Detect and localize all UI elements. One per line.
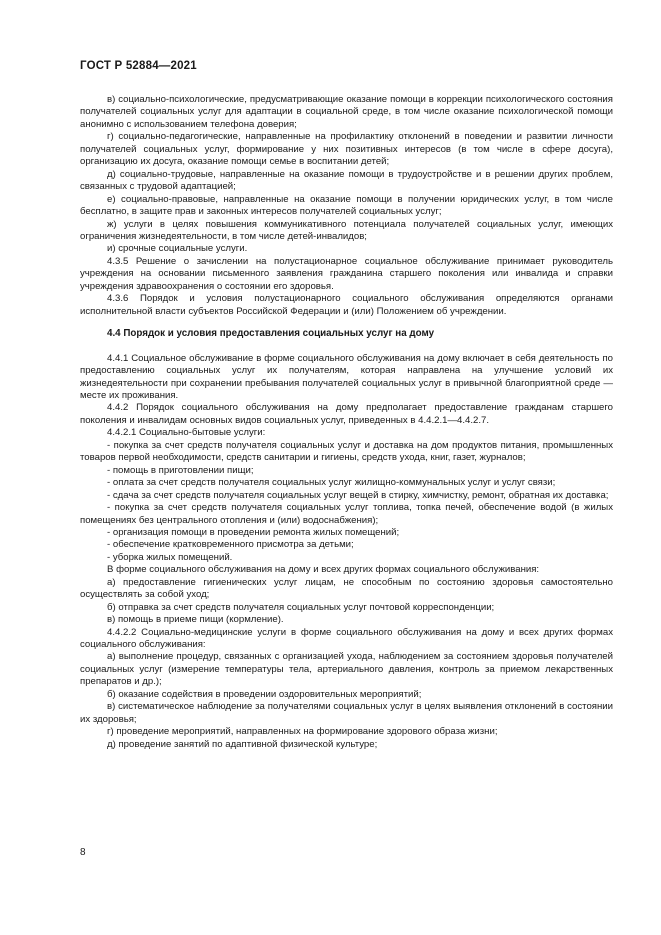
paragraph: ж) услуги в целях повышения коммуникативного потенциала получателей социальных услуг, имеющих ограничения жизнедеятельности, в том числе детей-инвалидов; [80,218,613,242]
paragraph: 4.4.2 Порядок социального обслуживания на дому предполагает предоставление гражданам старшего поколения и инвалидам основных видов социальных услуг, приведенных в 4.4.2.1—4.4.2.7. [80,402,613,426]
paragraph: 4.4.2.1 Социально-бытовые услуги: [107,427,266,439]
paragraph: и) срочные социальные услуги. [107,243,248,255]
list-item: - сдача за счет средств получателя социальных услуг вещей в стирку, химчистку, ремонт, обратная их доставка; [107,489,609,501]
paragraph: в) социально-психологические, предусматривающие оказание помощи в коррекции психологического состояния получателей социальных услуг для адаптации в социальной среде, в том числе оказание психологической помощи анонимно с использованием телефона доверия; [80,94,613,130]
list-item: - уборка жилых помещений. [107,551,233,563]
paragraph: е) социально-правовые, направленные на оказание помощи в получении юридических услуг, в том числе бесплатно, в защите прав и законных интересов получателей социальных услуг; [80,193,613,218]
paragraph: 4.4.2.2 Социально-медицинские услуги в форме социального обслуживания на дому и всех других формах социального обслуживания: [80,626,613,651]
section-title: 4.4 Порядок и условия предоставления социальных услуг на дому [107,328,435,340]
list-item: г) проведение мероприятий, направленных на формирование здорового образа жизни; [107,726,498,738]
paragraph: В форме социального обслуживания на дому и всех других формах социального обслуживания: [107,564,540,576]
list-item: б) отправка за счет средств получателя социальных услуг почтовой корреспонденции; [107,601,495,613]
list-item: - организация помощи в проведении ремонта жилых помещений; [107,526,400,538]
list-item: - оплата за счет средств получателя социальных услуг жилищно-коммунальных услуг и услуг связи; [107,477,556,489]
document-body [80,94,613,751]
list-item: а) предоставление гигиенических услуг лицам, не способным по состоянию здоровья самостоятельно осуществлять за собой уход; [80,576,613,601]
list-item: а) выполнение процедур, связанных с организацией ухода, наблюдением за состоянием здоровья получателей социальных услуг (измерение температуры тела, артериального давления, контроль за приемом лекарственных препаратов и др.); [80,651,613,688]
list-item: - покупка за счет средств получателя социальных услуг и доставка на дом продуктов питания, промышленных товаров первой необходимости, средств санитарии и гигиены, средств ухода, книг, газет, журналов; [80,439,613,464]
page-number: 8 [80,847,86,858]
list-item: в) помощь в приеме пищи (кормление). [107,614,284,626]
list-item: б) оказание содействия в проведении оздоровительных мероприятий; [107,688,422,700]
document-header: ГОСТ Р 52884—2021 [80,60,197,72]
list-item: - помощь в приготовлении пищи; [107,464,254,476]
list-item: д) проведение занятий по адаптивной физической культуре; [107,738,378,750]
list-item: - обеспечение кратковременного присмотра за детьми; [107,539,354,551]
paragraph: 4.3.6 Порядок и условия полустационарного социального обслуживания определяются органами исполнительной власти субъектов Российской Федерации и (или) Положением об учреждении. [80,293,613,317]
paragraph: 4.3.5 Решение о зачислении на полустационарное социальное обслуживание принимает руководитель учреждения на основании письменного заявления гражданина старшего поколения или инвалида и справки учреждения здравоохранения о состоянии его здоровья. [80,255,613,292]
list-item: - покупка за счет средств получателя социальных услуг топлива, топка печей, обеспечение водой (в жилых помещениях без центрального отопления и (или) водоснабжения); [80,502,613,526]
paragraph: г) социально-педагогические, направленные на профилактику отклонений в поведении и развитии личности получателей социальных услуг, формирование у них позитивных интересов (в том числе в сфере досуга), организацию их досуга, оказание помощи семье в воспитании детей; [80,131,613,168]
list-item: в) систематическое наблюдение за получателями социальных услуг в целях выявления отклонений в состоянии их здоровья; [80,701,613,725]
paragraph: д) социально-трудовые, направленные на оказание помощи в трудоустройстве и в решении других проблем, связанных с трудовой адаптацией; [80,168,613,193]
paragraph: 4.4.1 Социальное обслуживание в форме социального обслуживания на дому включает в себя деятельность по предоставлению социальных услуг их получателям, которая направлена на улучшение условий их жизнедеятельности при сохранении пребывания получателей социальных услуг в привычной благоприятной среде — месте их проживания. [80,352,613,401]
